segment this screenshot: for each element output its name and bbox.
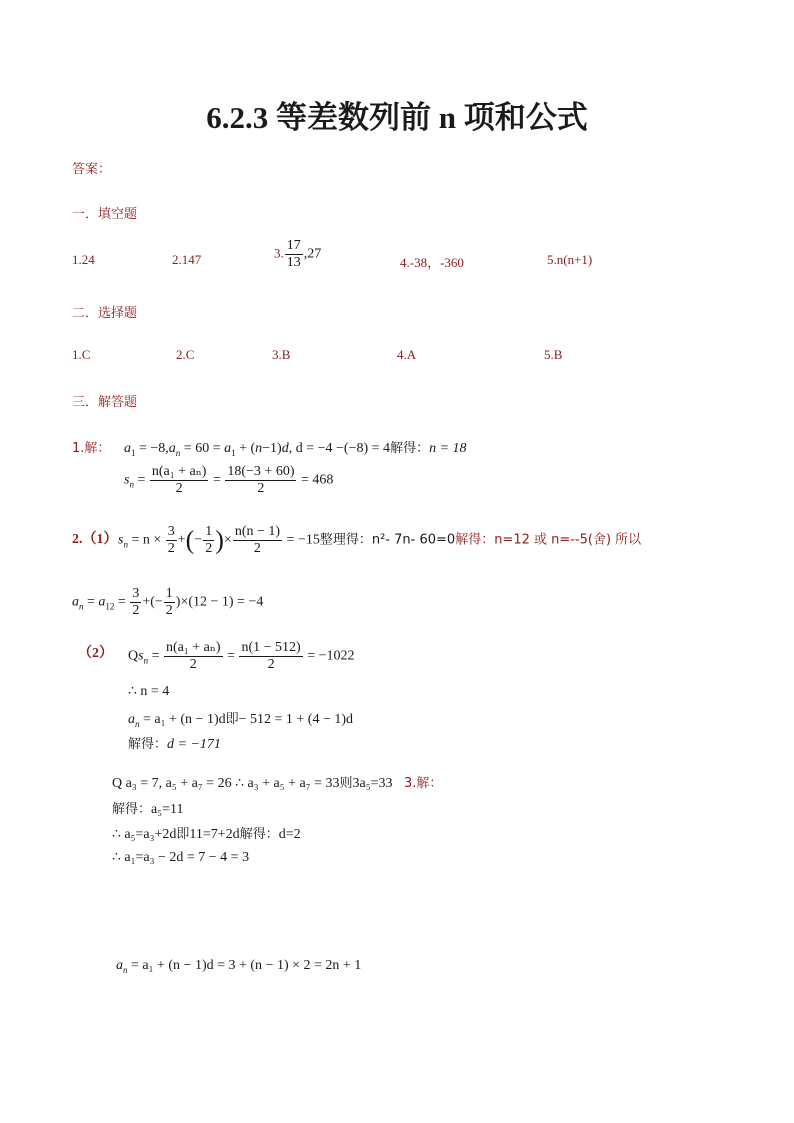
fraction-numerator: 1 xyxy=(165,586,173,601)
q2-label-2: （2） xyxy=(78,646,113,661)
choice-answer-5: 5.B xyxy=(544,347,563,362)
fraction-denominator: 2 xyxy=(175,481,183,496)
page-title: 6.2.3 等差数列前 n 项和公式 xyxy=(206,100,588,135)
q2-fraction-d xyxy=(130,586,141,619)
fraction-numerator: 1 xyxy=(205,524,213,539)
fraction-denominator: 2 xyxy=(253,541,261,556)
fraction-numerator: 3 xyxy=(167,524,175,539)
q2-part: 即 xyxy=(225,712,239,727)
fraction-denominator: 2 xyxy=(165,603,173,618)
q2-part: = xyxy=(117,594,126,610)
q2-part: ×(12 − 1) = −4 xyxy=(180,594,264,610)
fraction-numerator: 18(−3 + 60) xyxy=(227,464,295,479)
q1-fraction-2 xyxy=(225,464,296,497)
fill-answer-2: 2.147 xyxy=(172,252,202,267)
choice-answer-1: 1.C xyxy=(72,347,91,362)
q3-part: 11=7+2d xyxy=(189,827,240,842)
section-solve-heading: 三．解答题 xyxy=(72,395,138,410)
fraction-denominator: 2 xyxy=(205,541,213,556)
q2-part: = −15 xyxy=(286,532,320,548)
q1-line2: $s_n$ = $\frac{\text{n(a₁ + aₙ)}}{2}$ = $\frac{18(-3 + 60)}{2}$ = 468 xyxy=(124,464,334,496)
q3-part: 解得： xyxy=(239,827,279,842)
fill-answer-3-prefix: 3. xyxy=(274,245,284,261)
q3-line4: ∴ a₁=a₃ − 2d = 7 − 4 = 3 xyxy=(112,850,250,865)
q3-line3 xyxy=(112,823,301,843)
q2-fraction-c xyxy=(233,524,282,557)
fill-answer-3 xyxy=(274,238,321,271)
q2-fraction-b xyxy=(203,524,214,557)
because-symbol: Q xyxy=(128,648,139,664)
q2-p2-line4 xyxy=(128,733,221,753)
q3-part: 则 xyxy=(339,776,353,791)
q3-part: 3a₅=33 xyxy=(352,776,393,791)
fraction-denominator: 2 xyxy=(132,603,140,618)
fill-answer-5: 5.n(n+1) xyxy=(547,252,593,267)
q2-fraction-e xyxy=(164,586,175,619)
choice-answer-3: 3.B xyxy=(272,347,291,362)
q2-fraction-a xyxy=(166,524,177,557)
fraction-denominator: 2 xyxy=(267,657,275,672)
fill-answer-3-fraction xyxy=(285,238,303,271)
q2-part: 解得： xyxy=(128,737,168,752)
q3-line1 xyxy=(112,772,442,792)
fraction-numerator: n(n − 1) xyxy=(234,524,281,539)
q3-line2 xyxy=(112,798,184,818)
q3-label: 3.解： xyxy=(403,776,443,791)
q1-result: = 468 xyxy=(300,472,334,488)
q2-part: = a₁ + (n − 1)d xyxy=(143,712,226,727)
fraction-numerator: 17 xyxy=(286,238,301,253)
fraction-numerator: n(a₁ + aₙ) xyxy=(165,640,221,655)
q2-label-1: 2.（1） xyxy=(72,532,118,547)
q2-p2-line1: $Qs_n$ = $\frac{\text{n(a₁ + aₙ)}}{2}$ = $\frac{n(1 - 512)}{2}$ = −1022 xyxy=(128,640,355,672)
q1-fraction-1 xyxy=(150,464,209,497)
q2-part: 解得：n=12 或 n=--5(舍) 所以 xyxy=(455,532,642,548)
q3-part: 即 xyxy=(176,827,190,842)
fill-answer-1: 1.24 xyxy=(72,252,95,267)
fill-answer-4: 4.-38，-360 xyxy=(400,255,464,270)
q2-p2-line3: $a_n = a_1 + (n - 1)d$即− 512 = 1 + (4 − 1)d xyxy=(128,712,354,729)
q2-part: = n × xyxy=(131,532,162,548)
q2-fraction-f xyxy=(164,640,223,673)
fraction-denominator: 2 xyxy=(189,657,197,672)
q2-part: = −1022 xyxy=(307,648,355,664)
fill-answer-3-rest: ,27 xyxy=(303,246,322,262)
q1-part: = −8, xyxy=(139,441,169,456)
q2-p1-line1: $s_n = n$ × $\frac{3}{2}$ +(− $\frac{1}{2}$ )× $\frac{n(n - 1)}{2}$ = −15整理得：n²- 7n- 60=0解得：n=12 或 n=--5(舍) 所以 xyxy=(118,524,642,556)
q2-part: d = −171 xyxy=(167,737,221,752)
q3-part: 解得： xyxy=(112,802,152,817)
q1-part: −1) xyxy=(262,441,282,456)
q3-part: ∴ a₅=a₃+2d xyxy=(112,827,177,842)
q3-part: = a₁ + (n − 1)d = 3 + (n − 1) × 2 = 2n + 1 xyxy=(131,958,362,973)
q1-label: 1.解： xyxy=(72,441,111,456)
fraction-numerator: n(a₁ + aₙ) xyxy=(151,464,207,479)
q1-part: = 4 xyxy=(371,441,391,456)
choice-answer-2: 2.C xyxy=(176,347,195,362)
q2-equation: n²- 7n- 60=0 xyxy=(371,532,456,548)
q1-part: 解得： xyxy=(390,441,430,456)
fraction-numerator: 3 xyxy=(132,586,140,601)
q2-p2-line2: ∴ n = 4 xyxy=(128,684,170,699)
q3-part: a₅=11 xyxy=(151,802,184,817)
fraction-denominator: 2 xyxy=(257,481,265,496)
q1-line1: $a_1 = -8,a_n = 60 = a_1 + (n-1)d$, d = −4 −(−8) = 4解得：n = 18 xyxy=(124,441,467,458)
q1-part: −8 xyxy=(348,441,364,456)
fraction-denominator: 13 xyxy=(286,255,301,270)
section-fill-heading: 一．填空题 xyxy=(72,207,138,222)
q1-part: , d = −4 − xyxy=(288,441,344,456)
q2-p1-line2: $a_n = a_{12}$ = $\frac{3}{2}$ +(− $\frac{1}{2}$ )×(12 − 1) = −4 xyxy=(72,586,264,618)
q3-line5: $a_n = a_1 + (n - 1)d = 3 + (n - 1) \times 2 = 2n + 1$ xyxy=(116,958,362,975)
section-choice-heading: 二．选择题 xyxy=(72,306,138,321)
q3-part: Q a₃ = 7, a₅ + a₇ = 26 ∴ a₃ + a₅ + a₇ = 33 xyxy=(112,776,340,791)
q3-part: d=2 xyxy=(278,827,301,842)
answer-label: 答案： xyxy=(72,162,112,177)
fraction-denominator: 2 xyxy=(167,541,175,556)
fraction-numerator: n(1 − 512) xyxy=(241,640,301,655)
q1-part: n = 18 xyxy=(429,441,467,456)
q2-fraction-g xyxy=(239,640,302,673)
q1-part: = 60 = xyxy=(183,441,221,456)
choice-answer-4: 4.A xyxy=(397,347,417,362)
q1-part: + ( xyxy=(239,441,256,456)
q2-part: − 512 = 1 + (4 − 1)d xyxy=(238,712,354,727)
q2-part: 整理得： xyxy=(319,532,372,548)
